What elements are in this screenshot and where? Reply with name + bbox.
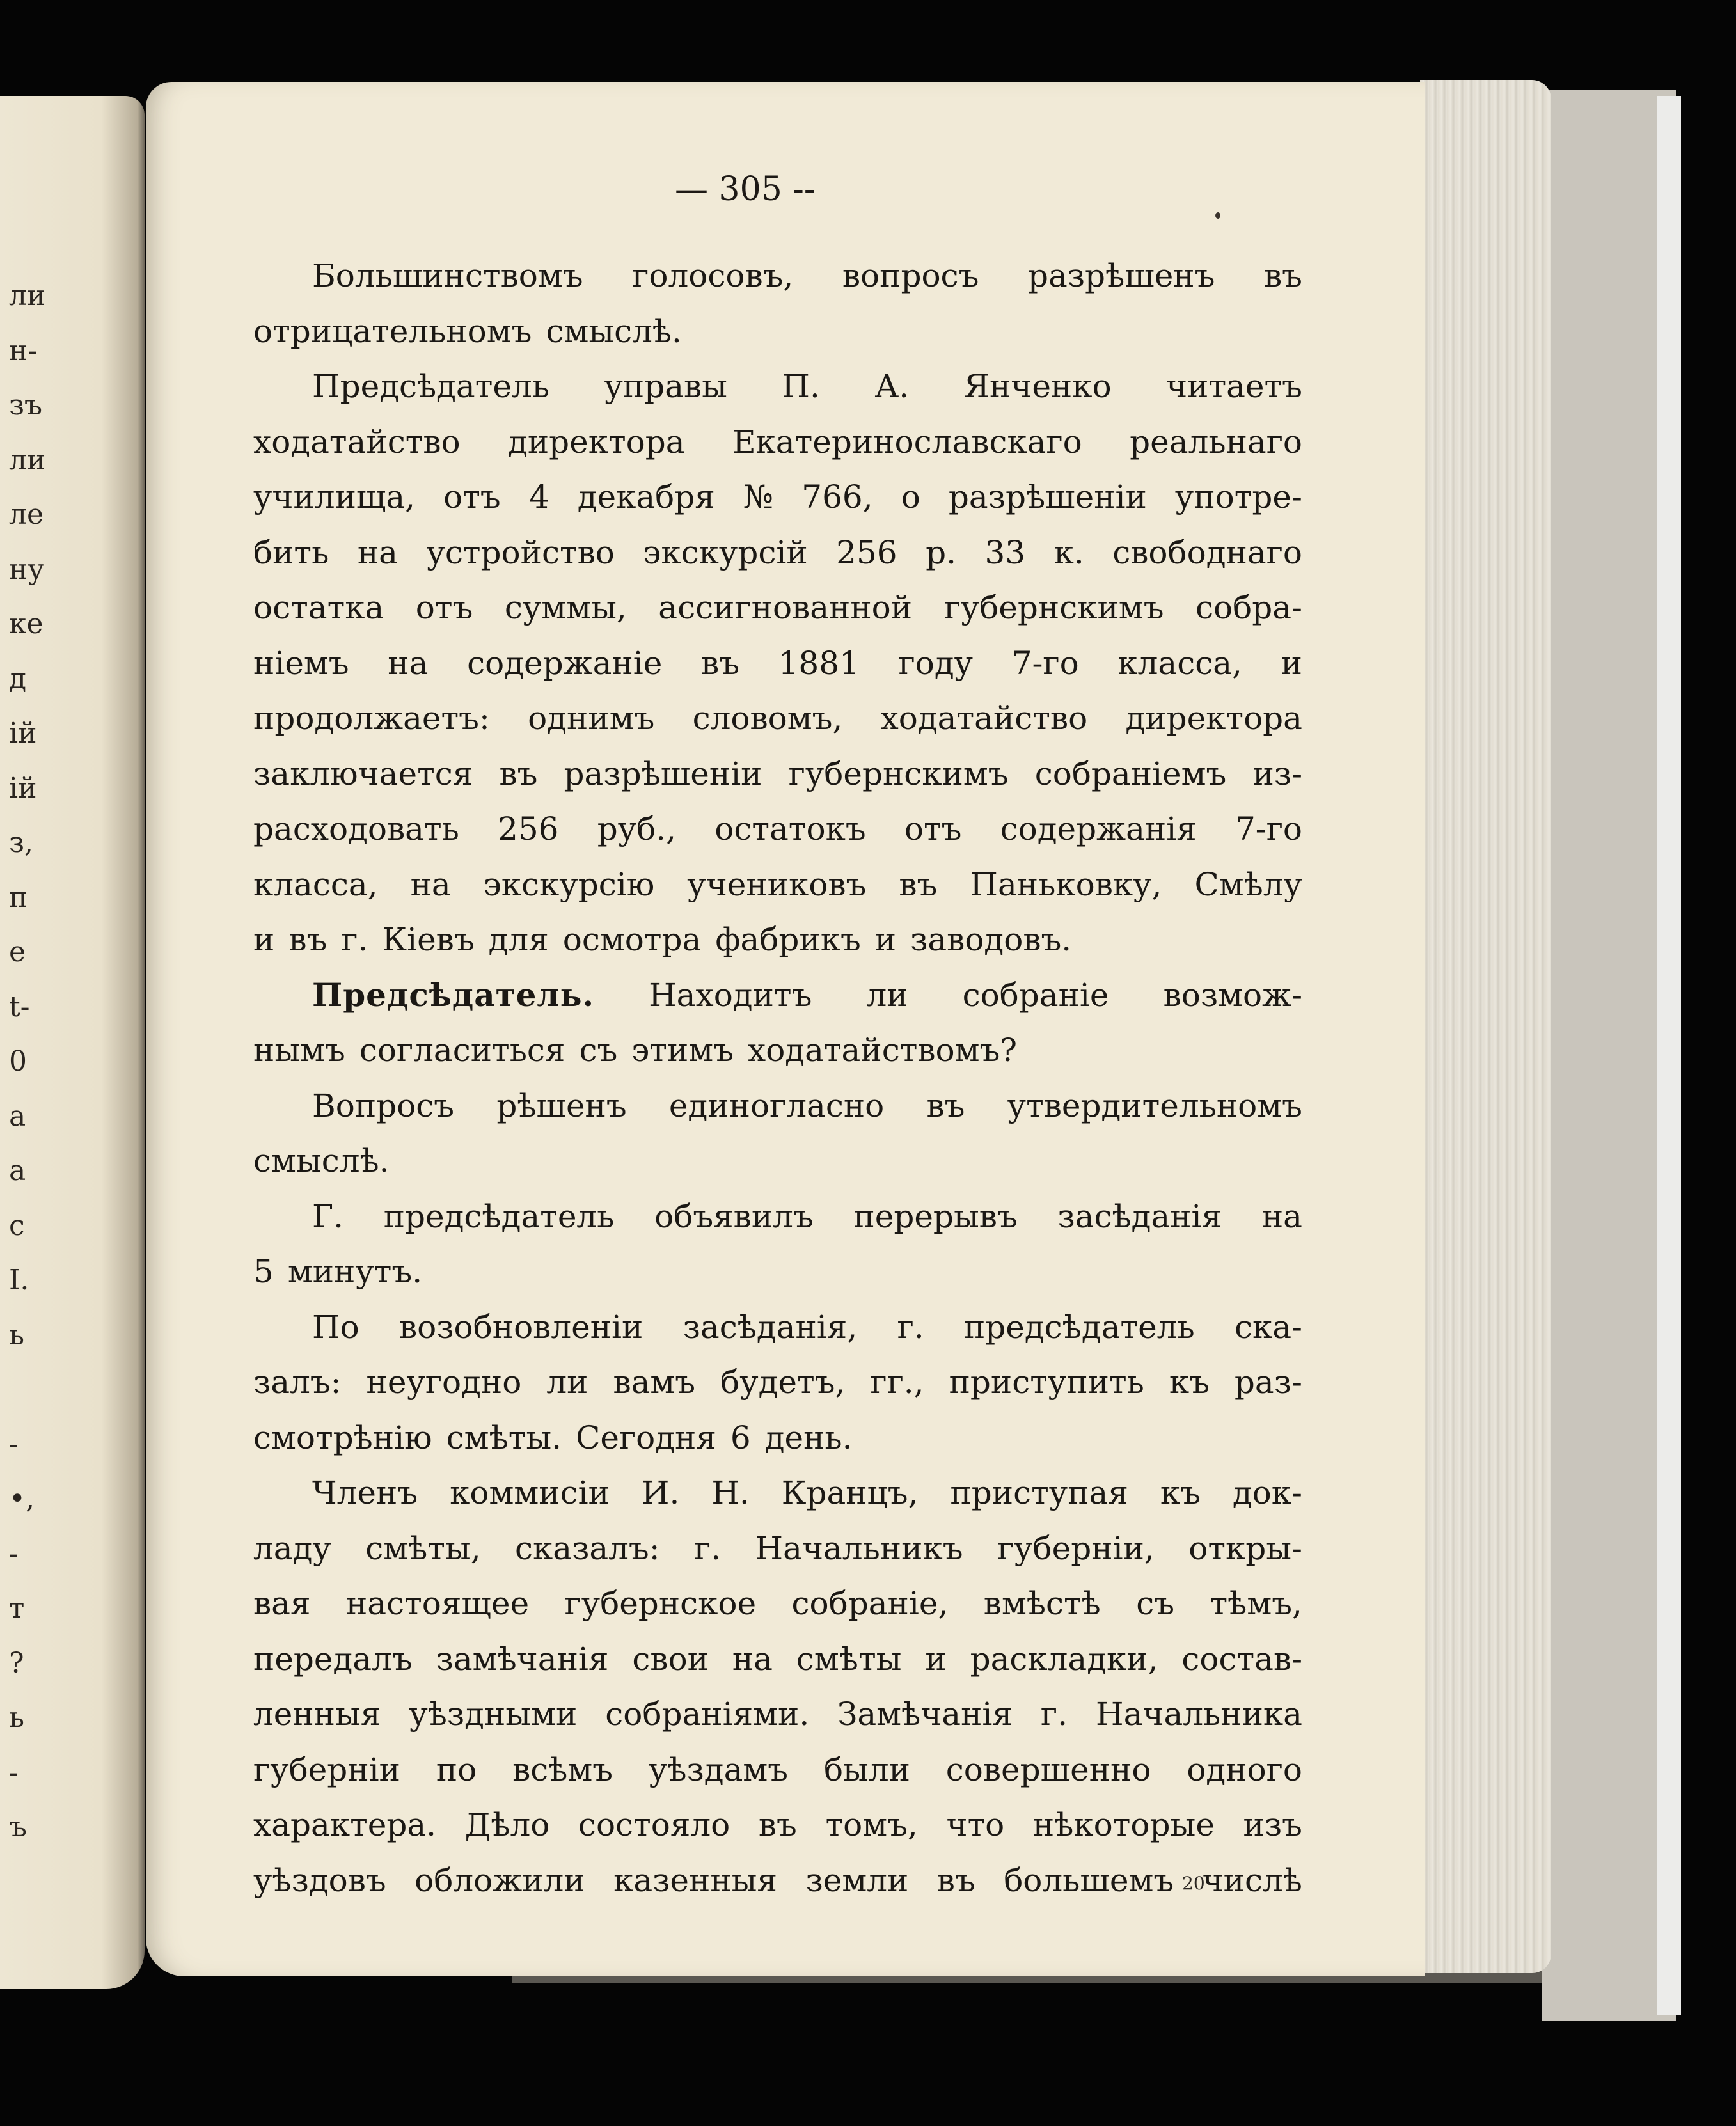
word: директора <box>1125 700 1302 737</box>
word: на <box>357 533 398 571</box>
left-page-fragment: ли <box>9 443 46 476</box>
word: смѣты <box>796 1640 902 1678</box>
text-line <box>253 1576 1302 1632</box>
left-page-fragment: зъ <box>9 389 42 421</box>
word: на <box>732 1640 773 1678</box>
word: Начальникъ <box>755 1529 963 1567</box>
word: состав- <box>1181 1640 1302 1678</box>
word: свои <box>632 1640 709 1678</box>
word: смотрѣнію <box>253 1419 432 1456</box>
text-line <box>253 580 1302 636</box>
word: директора <box>508 423 685 461</box>
word: вая <box>253 1585 311 1622</box>
text-line <box>253 304 1302 359</box>
word: на <box>410 865 451 903</box>
left-page-fragment: •, <box>9 1483 35 1515</box>
left-page-fragment: а <box>9 1099 26 1133</box>
text-line <box>253 1687 1302 1742</box>
word: объявилъ <box>654 1197 814 1235</box>
word: въ <box>1264 257 1302 294</box>
word: уѣздными <box>409 1696 578 1733</box>
ink-speck <box>1215 212 1220 219</box>
text-line <box>253 1078 1302 1134</box>
word: возмож- <box>1163 976 1302 1014</box>
word: возобновленіи <box>399 1308 643 1346</box>
word: губернскимъ <box>788 755 1009 792</box>
left-page-fragment: д <box>9 662 27 695</box>
text-line <box>253 968 1302 1023</box>
word: въ <box>899 865 938 903</box>
word: 6 <box>730 1419 751 1456</box>
word: казенныя <box>613 1861 778 1899</box>
left-page-fragment: ь <box>9 1318 24 1351</box>
word: единогласно <box>668 1087 885 1124</box>
left-page-fragment <box>9 1362 60 1417</box>
left-page-fragment: t- <box>9 990 30 1023</box>
word: остатокъ <box>714 810 866 847</box>
word: А. <box>874 368 910 405</box>
word: продолжаетъ: <box>253 700 490 737</box>
word: всѣмъ <box>512 1751 613 1788</box>
word: Начальника <box>1095 1696 1302 1733</box>
word: раскладки, <box>970 1640 1158 1678</box>
left-page <box>0 96 145 1989</box>
printer-signature-mark: 20 <box>1182 1873 1205 1894</box>
word: Г. <box>312 1197 343 1235</box>
word: заключается <box>253 755 473 792</box>
word: г. <box>897 1308 924 1346</box>
word: ніемъ <box>253 644 349 682</box>
word: въ <box>700 644 739 682</box>
word: однимъ <box>528 700 655 737</box>
word: одного <box>1187 1751 1302 1788</box>
word: ска- <box>1234 1308 1302 1346</box>
text-line <box>253 1133 1302 1189</box>
word: 1881 <box>778 644 860 682</box>
word: Вопросъ <box>312 1087 455 1124</box>
word: г. <box>1040 1696 1068 1733</box>
left-page-fragment: а <box>9 1154 26 1187</box>
word: р. <box>926 533 956 571</box>
word: для <box>488 921 549 958</box>
word: экскурсію <box>483 865 655 903</box>
word: 7-го <box>1011 644 1079 682</box>
word: Предсѣдатель <box>312 368 549 405</box>
word: 7-го <box>1235 810 1302 847</box>
word: уѣздовъ <box>253 1861 386 1899</box>
word: передалъ <box>253 1640 413 1678</box>
left-page-fragment: ле <box>9 498 43 531</box>
left-page-fragment: 0 <box>9 1045 27 1078</box>
word: Находитъ <box>649 976 812 1014</box>
word: этимъ <box>631 1032 734 1069</box>
left-page-text-fragments <box>9 269 60 1855</box>
word: засѣданія, <box>683 1308 858 1346</box>
word: утвердительномъ <box>1007 1087 1302 1124</box>
word: бить <box>253 533 329 571</box>
word: свободнаго <box>1112 533 1302 571</box>
word: И. <box>641 1474 680 1511</box>
word: употре- <box>1174 478 1302 516</box>
word: губернское <box>564 1585 757 1622</box>
text-line <box>253 248 1302 304</box>
word: учениковъ <box>687 865 867 903</box>
word: о <box>901 478 920 516</box>
word: засѣданія <box>1057 1197 1222 1235</box>
text-line <box>253 1023 1302 1078</box>
word: году <box>898 644 974 682</box>
word: предсѣдатель <box>963 1308 1195 1346</box>
text-line <box>253 1189 1302 1245</box>
word: состояло <box>578 1806 730 1843</box>
word: залъ: <box>253 1364 342 1401</box>
word: разрѣшенъ <box>1027 257 1215 294</box>
text-line <box>253 1742 1302 1798</box>
word: читаетъ <box>1166 368 1302 405</box>
word: томъ, <box>825 1806 918 1843</box>
page-body-text <box>253 248 1302 1908</box>
word: земли <box>805 1861 909 1899</box>
word: Паньковку, <box>970 865 1162 903</box>
word: из- <box>1252 755 1302 792</box>
word: и <box>925 1640 947 1678</box>
text-line <box>253 912 1302 968</box>
book-cover-side <box>1542 90 1676 2021</box>
word: согласиться <box>359 1032 565 1069</box>
word: собраніе, <box>791 1585 949 1622</box>
word: устройство <box>426 533 615 571</box>
word: Большинствомъ <box>312 257 583 294</box>
page-number: — 305 -- <box>675 170 816 209</box>
word: замѣчанія <box>436 1640 609 1678</box>
word: сказалъ: <box>515 1529 660 1567</box>
word: ладу <box>253 1529 331 1567</box>
word: и <box>874 921 897 958</box>
word: и <box>253 921 275 958</box>
word: г. <box>341 921 368 958</box>
word: собраніями. <box>605 1696 810 1733</box>
word: заводовъ. <box>910 921 1072 958</box>
word: уѣздамъ <box>648 1751 789 1788</box>
word: что <box>946 1806 1005 1843</box>
word: отрицательномъ <box>253 312 532 350</box>
left-page-fragment: - <box>9 1537 19 1570</box>
word: тѣмъ, <box>1210 1585 1302 1622</box>
left-page-fragment: п <box>9 881 28 914</box>
word: остатка <box>253 589 384 626</box>
word: к. <box>1053 533 1084 571</box>
word: 766, <box>801 478 873 516</box>
word: отъ <box>443 478 501 516</box>
word: коммисіи <box>450 1474 610 1511</box>
word: фабрикъ <box>715 921 861 958</box>
text-line <box>253 1244 1302 1300</box>
word: руб., <box>597 810 677 847</box>
word: числѣ <box>1202 1861 1302 1899</box>
word: Кіевъ <box>382 921 475 958</box>
word: ассигнованной <box>658 589 913 626</box>
word: предсѣдатель <box>383 1197 615 1235</box>
word: гг., <box>870 1364 924 1401</box>
word: по <box>436 1751 477 1788</box>
text-line <box>253 691 1302 746</box>
word: экскурсій <box>643 533 808 571</box>
text-line <box>253 1355 1302 1410</box>
word: содержанія <box>1000 810 1197 847</box>
text-line <box>253 857 1302 913</box>
word: вамъ <box>613 1364 696 1401</box>
word: ходатайство <box>253 423 461 461</box>
word: класса, <box>1117 644 1242 682</box>
word: смѣты, <box>365 1529 481 1567</box>
word: Замѣчанія <box>837 1696 1013 1733</box>
word: собра- <box>1195 589 1302 626</box>
word: въ <box>288 921 327 958</box>
word: раз- <box>1234 1364 1302 1401</box>
word: собраніе <box>962 976 1109 1014</box>
left-page-fragment: т <box>9 1592 25 1625</box>
word: управы <box>604 368 727 405</box>
word: училища, <box>253 478 416 516</box>
text-line <box>253 801 1302 857</box>
word: откры- <box>1188 1529 1302 1567</box>
word: приступая <box>950 1474 1128 1511</box>
left-page-fragment: ? <box>9 1646 24 1680</box>
word: губерніи <box>253 1751 400 1788</box>
text-line <box>253 1797 1302 1853</box>
word: осмотра <box>562 921 702 958</box>
word: Членъ <box>312 1474 418 1511</box>
text-line <box>253 1410 1302 1466</box>
word: вопросъ <box>842 257 979 294</box>
word: съ <box>1136 1585 1175 1622</box>
word: По <box>312 1308 359 1346</box>
left-page-fragment: н- <box>9 334 38 367</box>
word: вмѣстѣ <box>983 1585 1101 1622</box>
word: смѣты. <box>446 1419 562 1456</box>
word: неугодно <box>366 1364 522 1401</box>
text-line <box>253 414 1302 470</box>
word: обложили <box>414 1861 585 1899</box>
word: декабря <box>577 478 715 516</box>
word: отъ <box>415 589 473 626</box>
word: разрѣшеніи <box>564 755 762 792</box>
left-page-fragment: ну <box>9 553 45 586</box>
word: содержаніе <box>467 644 663 682</box>
word: Смѣлу <box>1194 865 1302 903</box>
left-page-fragment: - <box>9 1428 19 1461</box>
word: отъ <box>904 810 962 847</box>
text-line <box>253 1853 1302 1909</box>
word: разрѣшеніи <box>948 478 1147 516</box>
word: 5 <box>253 1253 274 1290</box>
word: и <box>1281 644 1302 682</box>
word: 256 <box>836 533 897 571</box>
word: П. <box>782 368 820 405</box>
word: док- <box>1232 1474 1302 1511</box>
text-line <box>253 1521 1302 1577</box>
word: реальнаго <box>1130 423 1302 461</box>
left-page-fragment: ь <box>9 1701 24 1734</box>
word: собраніемъ <box>1034 755 1227 792</box>
text-line <box>253 525 1302 581</box>
word: губерніи, <box>997 1529 1155 1567</box>
word: смыслѣ. <box>253 1142 390 1179</box>
text-line <box>253 1632 1302 1687</box>
word: Н. <box>711 1474 750 1511</box>
word: словомъ, <box>692 700 843 737</box>
word: губернскимъ <box>943 589 1164 626</box>
word: смыслѣ. <box>546 312 682 350</box>
left-page-fragment: ій <box>9 717 37 750</box>
left-page-fragment: - <box>9 1756 19 1789</box>
left-page-fragment: ке <box>9 608 43 640</box>
left-page-fragment: е <box>9 936 26 968</box>
word: характера. <box>253 1806 437 1843</box>
word: въ <box>936 1861 975 1899</box>
text-line <box>253 359 1302 414</box>
word: въ <box>499 755 538 792</box>
word: Сегодня <box>576 1419 716 1456</box>
word: Дѣло <box>464 1806 550 1843</box>
left-page-fragment: ъ <box>9 1811 27 1843</box>
word: съ <box>579 1032 618 1069</box>
word: на <box>388 644 429 682</box>
word: минутъ. <box>287 1253 423 1290</box>
word: въ <box>758 1806 797 1843</box>
word: совершенно <box>945 1751 1151 1788</box>
text-line <box>253 1300 1302 1355</box>
word: изъ <box>1243 1806 1302 1843</box>
word: суммы, <box>504 589 627 626</box>
word: были <box>823 1751 910 1788</box>
word: въ <box>926 1087 965 1124</box>
book-board-edge <box>1657 96 1681 2015</box>
word: къ <box>1169 1364 1210 1401</box>
word: день. <box>764 1419 853 1456</box>
word: класса, <box>253 865 378 903</box>
word: Кранцъ, <box>781 1474 919 1511</box>
word: ходатайствомъ? <box>748 1032 1018 1069</box>
word: ли <box>546 1364 588 1401</box>
word: Екатеринославскаго <box>732 423 1082 461</box>
word: приступить <box>949 1364 1144 1401</box>
word: настоящее <box>345 1585 530 1622</box>
word: Предсѣдатель. <box>312 975 595 1014</box>
word: ходатайство <box>880 700 1088 737</box>
text-line <box>253 1465 1302 1521</box>
word: нымъ <box>253 1032 345 1069</box>
word: голосовъ, <box>632 257 794 294</box>
word: на <box>1261 1197 1302 1235</box>
text-line <box>253 636 1302 691</box>
left-page-fragment: ли <box>9 280 46 312</box>
word: ленныя <box>253 1696 381 1733</box>
word: къ <box>1160 1474 1201 1511</box>
word: № <box>743 478 774 516</box>
left-page-fragment: з, <box>9 826 33 859</box>
word: перерывъ <box>853 1197 1018 1235</box>
left-page-fragment: ій <box>9 771 37 805</box>
text-line <box>253 469 1302 525</box>
word: Янченко <box>963 368 1112 405</box>
word: 33 <box>984 533 1026 571</box>
word: 256 <box>498 810 559 847</box>
word: г. <box>694 1529 722 1567</box>
page-stack-edge <box>1420 80 1551 1973</box>
word: нѣкоторые <box>1032 1806 1215 1843</box>
word: расходовать <box>253 810 459 847</box>
text-line <box>253 746 1302 802</box>
word: большемъ <box>1004 1861 1174 1899</box>
left-page-fragment: I. <box>9 1264 29 1296</box>
word: рѣшенъ <box>496 1087 627 1124</box>
left-page-fragment: с <box>9 1209 25 1242</box>
word: будетъ, <box>720 1364 846 1401</box>
word: 4 <box>528 478 549 516</box>
word: ли <box>866 976 908 1014</box>
